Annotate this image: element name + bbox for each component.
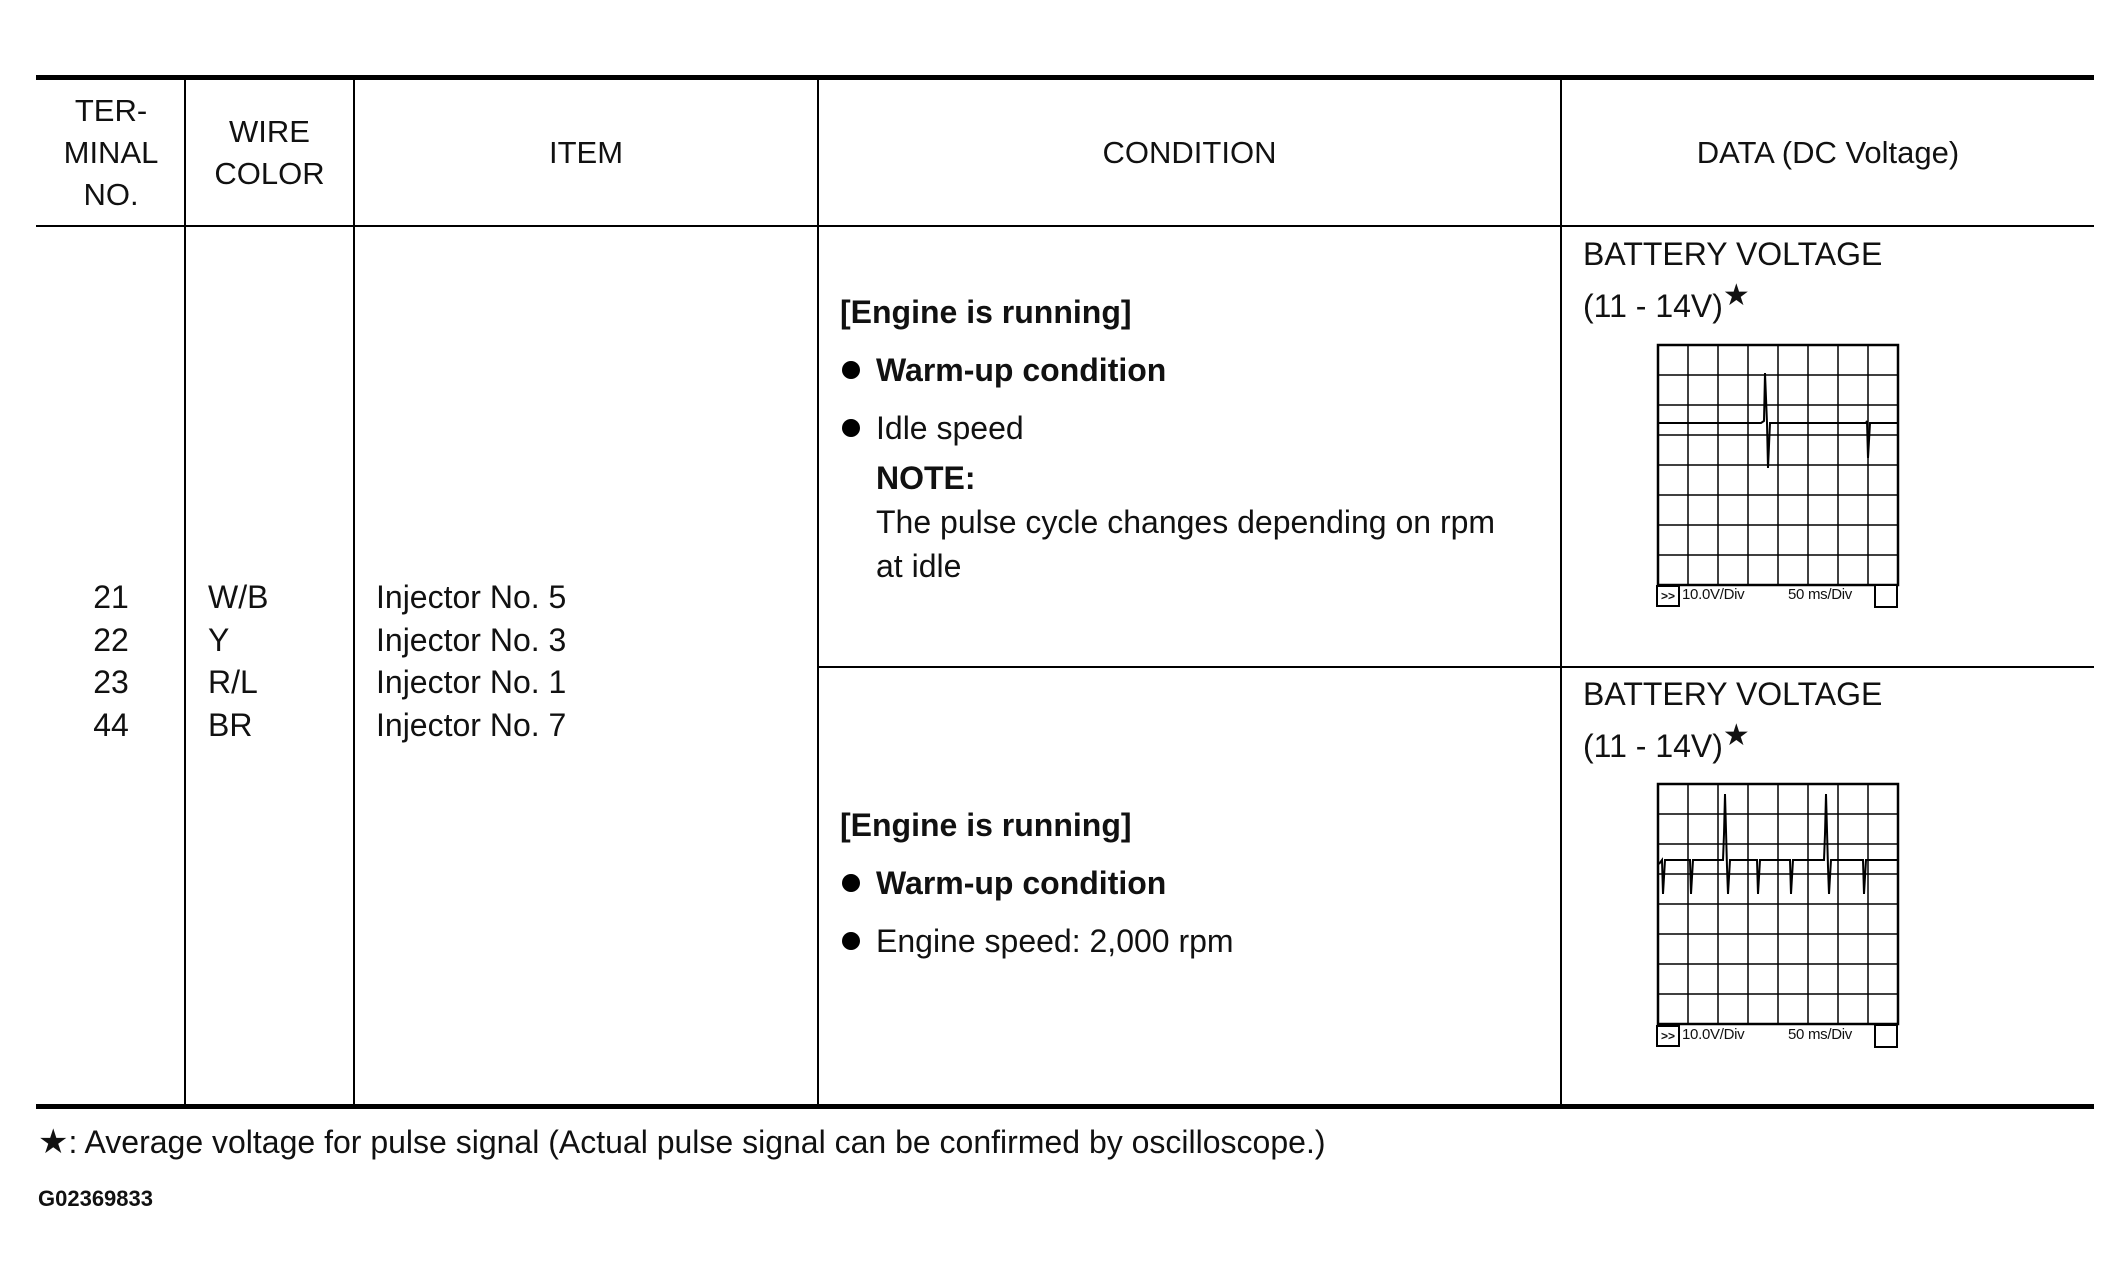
item-injector-1: Injector No. 1 bbox=[376, 664, 567, 700]
note-label: NOTE: bbox=[876, 460, 976, 496]
header-item: ITEM bbox=[548, 135, 624, 170]
header-bottom-border bbox=[36, 225, 2094, 227]
star-icon: ★ bbox=[38, 1123, 69, 1161]
bullet-icon bbox=[842, 932, 860, 950]
scope-expand-icon: >> bbox=[1656, 1025, 1680, 1047]
data-range: (11 - 14V)★ bbox=[1583, 719, 1750, 764]
scope-corner-box bbox=[1874, 584, 1898, 608]
terminal-23: 23 bbox=[93, 664, 129, 700]
note-text-line-1: The pulse cycle changes depending on rpm bbox=[876, 504, 1496, 540]
wire-color-list bbox=[208, 576, 268, 746]
data-range: (11 - 14V)★ bbox=[1583, 279, 1750, 324]
condition-idle bbox=[840, 290, 1560, 588]
condition-heading: [Engine is running] bbox=[840, 294, 1132, 330]
table-top-border bbox=[36, 75, 2094, 80]
col-divider-2 bbox=[353, 78, 355, 1106]
terminal-21: 21 bbox=[93, 579, 129, 615]
star-icon: ★ bbox=[1722, 279, 1750, 312]
scope-volt-div: 10.0V/Div bbox=[1682, 586, 1745, 603]
condition-bullet-warmup: Warm-up condition bbox=[840, 861, 1560, 905]
condition-bullet-engine-speed: Engine speed: 2,000 rpm bbox=[840, 919, 1560, 963]
scope-corner-box bbox=[1874, 1024, 1898, 1048]
terminal-list bbox=[38, 576, 184, 746]
terminal-44: 44 bbox=[93, 706, 129, 743]
data-value-2 bbox=[1583, 668, 1882, 774]
data-label: BATTERY VOLTAGE bbox=[1583, 236, 1883, 272]
figure-code: G02369833 bbox=[38, 1186, 153, 1211]
condition-bullet-idle: Idle speed bbox=[840, 406, 1560, 450]
header-terminal: TER- MINAL NO. bbox=[63, 93, 159, 212]
star-icon: ★ bbox=[1722, 719, 1750, 752]
wire-color-br: BR bbox=[208, 706, 253, 743]
condition-heading: [Engine is running] bbox=[840, 807, 1132, 843]
note-text-line-2: at idle bbox=[876, 548, 962, 584]
scope-time-div: 50 ms/Div bbox=[1788, 586, 1852, 603]
col-divider-3 bbox=[817, 78, 819, 1106]
table-bottom-border bbox=[36, 1104, 2094, 1109]
bullet-icon bbox=[842, 419, 860, 437]
data-value-1 bbox=[1583, 228, 1882, 334]
header-wire-color: WIRE COLOR bbox=[214, 114, 325, 191]
footnote-text: : Average voltage for pulse signal (Actual pulse signal can be confirmed by oscilloscope.) bbox=[68, 1124, 1326, 1160]
item-injector-5: Injector No. 5 bbox=[376, 579, 567, 615]
scope-time-div: 50 ms/Div bbox=[1788, 1026, 1852, 1043]
wire-color-y: Y bbox=[208, 621, 230, 658]
data-label: BATTERY VOLTAGE bbox=[1583, 676, 1883, 712]
row-divider bbox=[818, 666, 2094, 668]
bullet-icon bbox=[842, 361, 860, 379]
condition-2000rpm bbox=[840, 803, 1560, 963]
condition-bullet-warmup: Warm-up condition bbox=[840, 348, 1560, 392]
item-injector-7: Injector No. 7 bbox=[376, 706, 567, 743]
footnote bbox=[38, 1122, 1325, 1162]
terminal-22: 22 bbox=[93, 621, 129, 658]
item-list bbox=[376, 576, 566, 746]
item-injector-3: Injector No. 3 bbox=[376, 621, 567, 658]
scope-volt-div: 10.0V/Div bbox=[1682, 1026, 1745, 1043]
wire-color-wb: W/B bbox=[208, 579, 269, 615]
header-data: DATA (DC Voltage) bbox=[1696, 135, 1960, 170]
col-divider-4 bbox=[1560, 78, 1562, 1106]
oscilloscope-waveform-idle bbox=[1656, 343, 1900, 609]
oscilloscope-waveform-2000rpm bbox=[1656, 782, 1900, 1048]
bullet-icon bbox=[842, 874, 860, 892]
wire-color-rl: R/L bbox=[208, 664, 258, 700]
col-divider-1 bbox=[184, 78, 186, 1106]
header-condition: CONDITION bbox=[1102, 135, 1277, 170]
scope-expand-icon: >> bbox=[1656, 585, 1680, 607]
